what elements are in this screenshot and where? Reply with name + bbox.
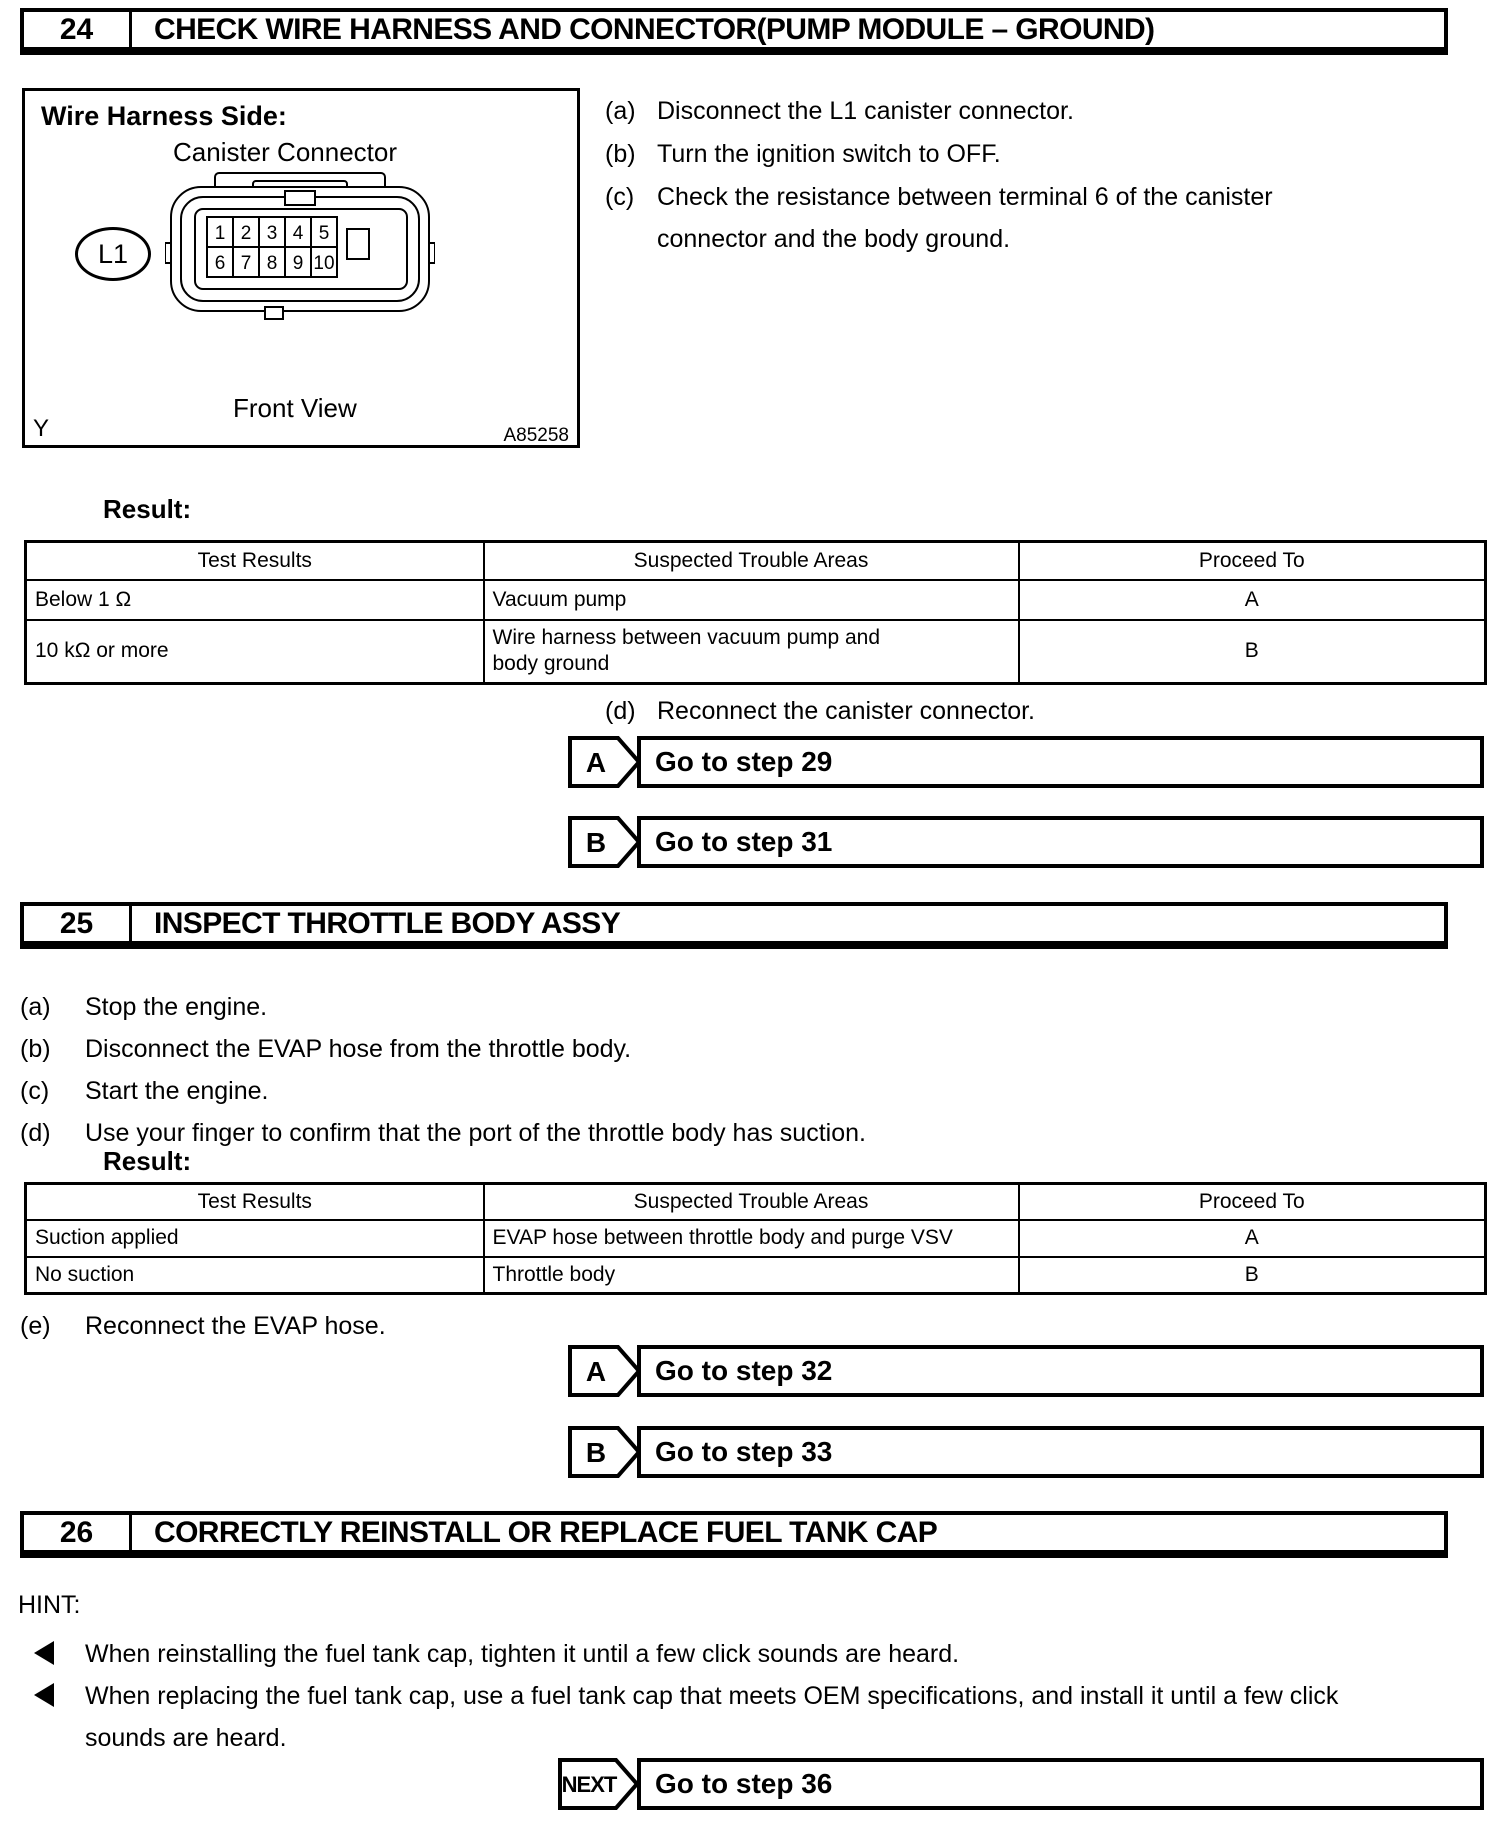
branch-tag-label: NEXT (561, 1772, 617, 1797)
instruction-label: (d) (20, 1119, 51, 1147)
result-table (24, 1182, 1484, 1295)
instruction-label: (c) (605, 183, 635, 211)
instruction-row (20, 986, 1450, 1028)
step-25-header (20, 902, 1448, 949)
column-header: Test Results (26, 1184, 484, 1220)
connector-figure (22, 88, 580, 448)
suspected-area-cell: Wire harness between vacuum pump and body ground (484, 620, 1019, 684)
branch-action-box (637, 816, 1484, 868)
pin-6-label: 6 (214, 253, 226, 274)
instruction-text: Start the engine. (85, 1077, 269, 1105)
pin-10-label: 10 (313, 253, 335, 274)
instruction-text: Disconnect the L1 canister connector. (657, 97, 1074, 125)
pin-5-label: 5 (318, 223, 330, 244)
instruction-row (605, 176, 1375, 260)
step-24-title: CHECK WIRE HARNESS AND CONNECTOR(PUMP MODULE – GROUND) (154, 12, 1155, 46)
branch-tag-label: B (585, 1437, 607, 1468)
suspected-area-cell: EVAP hose between throttle body and purge VSV (484, 1220, 1019, 1257)
instruction-text: Disconnect the EVAP hose from the throttle body. (85, 1035, 632, 1063)
table-header-row (26, 542, 1486, 580)
figure-corner-marker: Y (33, 415, 50, 442)
hint-item (20, 1633, 1460, 1675)
instruction-text: Reconnect the EVAP hose. (85, 1312, 386, 1340)
proceed-to-cell: B (1019, 620, 1486, 684)
column-header: Proceed To (1019, 542, 1486, 580)
branch-action-text: Go to step 36 (655, 1768, 833, 1799)
branch-action-text: Go to step 32 (655, 1355, 833, 1386)
hint-bullet-icon (34, 1683, 54, 1707)
table-row (26, 1220, 1486, 1257)
result-label: Result: (103, 1146, 192, 1176)
instruction-text: Reconnect the canister connector. (657, 697, 1036, 725)
connector-diagram (165, 167, 435, 327)
test-result-cell: Below 1 Ω (26, 580, 484, 620)
column-header: Test Results (26, 542, 484, 580)
connector-code: L1 (97, 238, 129, 269)
test-result-cell: No suction (26, 1257, 484, 1294)
step-26-title: CORRECTLY REINSTALL OR REPLACE FUEL TANK CAP (154, 1515, 938, 1549)
branch-action-box (637, 1758, 1484, 1810)
proceed-to-cell: A (1019, 1220, 1486, 1257)
column-header: Suspected Trouble Areas (484, 542, 1019, 580)
branch-action-box (637, 1345, 1484, 1397)
branch-tag-arrow (568, 1426, 642, 1478)
test-result-cell: 10 kΩ or more (26, 620, 484, 684)
result-label: Result: (103, 494, 192, 524)
pin-1-label: 1 (214, 223, 226, 244)
branch-action-box (637, 736, 1484, 788)
instruction-row (20, 1112, 1450, 1154)
instruction-row (20, 1305, 1450, 1347)
step-24-number: 24 (24, 12, 132, 47)
branch-tag-arrow (568, 1345, 642, 1397)
connector-code-badge (75, 227, 151, 281)
pin-9-label: 9 (292, 253, 304, 274)
test-result-cell: Suction applied (26, 1220, 484, 1257)
branch-row (568, 1345, 1484, 1397)
pin-3-label: 3 (266, 223, 278, 244)
branch-tag-label: B (585, 827, 607, 858)
connector-name-label: Canister Connector (173, 137, 397, 167)
instruction-label: (b) (20, 1035, 51, 1063)
instruction-label: (a) (605, 97, 636, 125)
table-header-row (26, 1184, 1486, 1220)
step-25-title: INSPECT THROTTLE BODY ASSY (154, 906, 621, 940)
instruction-text: Check the resistance between terminal 6 of the canister connector and the body ground. (657, 183, 1273, 253)
instruction-row (605, 90, 1490, 132)
branch-tag-arrow (568, 736, 642, 788)
instruction-text: Stop the engine. (85, 993, 268, 1021)
step-26-number: 26 (24, 1515, 132, 1550)
hint-text: When reinstalling the fuel tank cap, tighten it until a few click sounds are heard. (85, 1640, 960, 1668)
branch-tag-arrow (558, 1758, 640, 1810)
pin-2-label: 2 (240, 223, 252, 244)
instruction-row (20, 1070, 1450, 1112)
hint-label: HINT: (18, 1591, 81, 1619)
harness-side-label: Wire Harness Side: (41, 101, 287, 131)
hint-bullet-icon (34, 1641, 54, 1665)
instruction-label: (d) (605, 697, 636, 725)
step-24-header (20, 8, 1448, 55)
suspected-area-cell: Throttle body (484, 1257, 1019, 1294)
step-26-header (20, 1511, 1448, 1558)
instruction-label: (a) (20, 993, 51, 1021)
result-table (24, 540, 1484, 685)
table-row (26, 620, 1486, 684)
instruction-label: (b) (605, 140, 636, 168)
proceed-to-cell: A (1019, 580, 1486, 620)
front-view-label: Front View (233, 393, 357, 423)
table-row (26, 1257, 1486, 1294)
branch-action-text: Go to step 31 (655, 826, 833, 857)
branch-tag-label: A (585, 1356, 607, 1387)
table-row (26, 580, 1486, 620)
branch-action-box (637, 1426, 1484, 1478)
branch-tag-label: A (585, 747, 607, 778)
pin-7-label: 7 (240, 253, 252, 274)
branch-tag-arrow (568, 816, 642, 868)
instruction-text: Use your finger to confirm that the port of the throttle body has suction. (85, 1119, 866, 1147)
pin-4-label: 4 (292, 223, 304, 244)
column-header: Proceed To (1019, 1184, 1486, 1220)
instruction-row (605, 690, 1490, 732)
instruction-row (20, 1028, 1450, 1070)
branch-action-text: Go to step 33 (655, 1436, 833, 1467)
instruction-label: (c) (20, 1077, 50, 1105)
branch-row (568, 816, 1484, 868)
instruction-label: (e) (20, 1312, 51, 1340)
branch-action-text: Go to step 29 (655, 746, 833, 777)
column-header: Suspected Trouble Areas (484, 1184, 1019, 1220)
branch-row (568, 1426, 1484, 1478)
hint-text: When replacing the fuel tank cap, use a fuel tank cap that meets OEM specifications, and install it until a few click sounds are heard. (85, 1682, 1339, 1752)
instruction-row (605, 133, 1490, 175)
pin-8-label: 8 (266, 253, 278, 274)
proceed-to-cell: B (1019, 1257, 1486, 1294)
branch-row (558, 1758, 1484, 1810)
hint-item (20, 1675, 1395, 1759)
branch-row (568, 736, 1484, 788)
figure-id: A85258 (503, 425, 569, 446)
step-25-number: 25 (24, 906, 132, 941)
instruction-text: Turn the ignition switch to OFF. (657, 140, 1001, 168)
suspected-area-cell: Vacuum pump (484, 580, 1019, 620)
